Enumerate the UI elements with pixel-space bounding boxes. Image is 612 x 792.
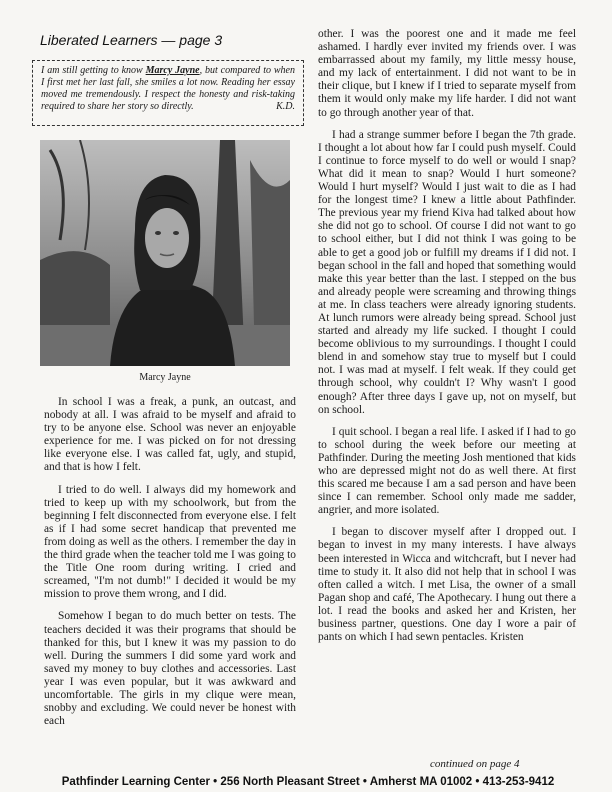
page-header-title: Liberated Learners — page 3 [40, 32, 223, 48]
intro-text-after: , but compared to when I first met her last fall, she smiles a lot now. Reading her essay moved me tremendously. I respect the honesty and risk-taking required to share her story so directly. [41, 65, 295, 112]
essay-paragraph: Somehow I began to do much better on tests. The teachers decided it was their programs that should be thanked for this, but I knew it was my passion to do well. During the summers I did some yard work and saved my money to buy clothes and accessories. Last year I was even popular, but it was awkward and uncomfortable. The girls in my clique were mean, snobby and excluding. We could never be honest with each [44, 610, 296, 728]
essay-right-column [318, 28, 576, 653]
intro-initials: K.D. [276, 101, 295, 112]
essay-paragraph: I had a strange summer before I began the 7th grade. I thought a lot about how far I could push myself. Could I continue to force myself to do well or would I snap? What did it mean to snap? Would I hurt someone? Would I hurt myself? Would I just wait to die as I had for the longest time? I knew a little about Pathfinder. The previous year my friend Kiva had talked about how she did not go to school. Of course I did not want to go to school either, but I did not think I was going to be able to get a good job or fulfill my dreams if I did not. I began school in the fall and hoped that something would make this year better than the last. I stepped on the bus and already people were screaming and throwing things at me. In class teachers were already ignoring students. At lunch rumors were already being spread. School just started and already my life sucked. I thought I could become oblivious to my surroundings. I thought I could blend in and somehow stay true to myself but I could not. I was mad at myself. I felt weak. If they could get through school, why couldn't I? Why wasn't I good enough? After three days I gave up, not on myself, but on school. [318, 128, 576, 416]
essay-left-column [44, 396, 296, 737]
page-footer: Pathfinder Learning Center • 256 North Pleasant Street • Amherst MA 01002 • 413-253-9412 [61, 776, 555, 788]
essay-paragraph: I tried to do well. I always did my homework and tried to keep up with my schoolwork, but from the beginning I felt disconnected from everyone else. I felt as if I had some secret handicap that prevented me from doing as well as the others. I remember the day in the third grade when the teacher told me I was going to the Title One room during writing. I cried and screamed, "I'm not dumb!" I decided it would be my mission to prove them wrong, and I did. [44, 483, 296, 601]
intro-author-name: Marcy Jayne [145, 65, 200, 76]
intro-text-before: I am still getting to know [41, 65, 146, 76]
essay-paragraph: other. I was the poorest one and it made me feel ashamed. I hardly ever invited my friends over. I was embarrassed about my family, my little messy house, and my lack of entertainment. I did not want to be in their clique, but I knew if I tried to separate myself from them it would only make my life harder. I did not want to go through another year of that. [318, 28, 576, 119]
essay-paragraph: I began to discover myself after I dropped out. I began to invest in my many interests. I have always been interested in Wicca and witchcraft, but I never had time to study it. It also did not help that in school I was often called a witch. I met Lisa, the owner of a small Pagan shop and café, The Apothecary. I hung out there a lot. I read the books and asked her and Kristen, her business partner, questions. One day I wore a pair of pants on which I had sewn pentacles. Kristen [318, 526, 576, 644]
photo-caption: Marcy Jayne [139, 372, 191, 383]
continued-note: continued on page 4 [430, 758, 520, 770]
editor-intro-box [32, 60, 304, 126]
essay-paragraph: I quit school. I began a real life. I asked if I had to go to school during the week before our meeting at Pathfinder. During the meeting Josh mentioned that kids who are depressed might not do as well there. At first this scared me because I am a sad person and have been since I can remember. School only made me sadder, angrier, and more isolated. [318, 425, 576, 517]
author-photo [40, 140, 290, 366]
author-photo-graphic [40, 140, 290, 366]
essay-paragraph: In school I was a freak, a punk, an outcast, and nobody at all. I was afraid to be myself and afraid to try to be anyone else. School was never an enjoyable experience for me. I was picked on for not dressing like everyone else. I was called fat, ugly, and stupid, and that is how I felt. [44, 396, 296, 474]
